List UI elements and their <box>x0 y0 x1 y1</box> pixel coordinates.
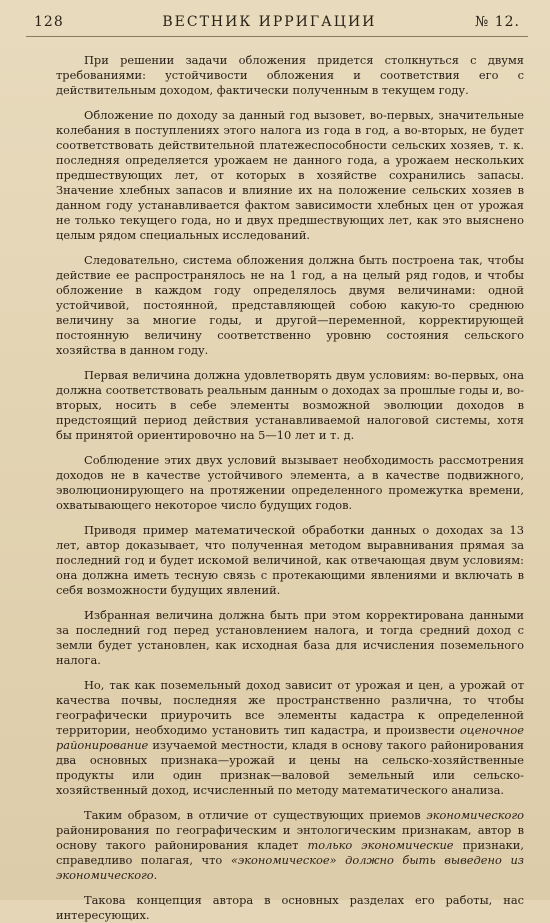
paragraph-2: Обложение по доходу за данный год вызовет, во-первых, значительные колебания в поступлениях этого налога из года в год, а во-вторых, не будет соответствовать действительной платежеспособности сельских хозяев, т. к. последняя определяется урожаем не данного года, а урожаем нескольких предшествующих лет, от которых в хозяйстве сохранились запасы. Значение хлебных запасов и влияние их на положение сельских хозяев в данном году устанавливается фактом зависимости хлебных цен от урожая не только текущего года, но и двух предшествующих лет, как это выяснено целым рядом специальных исследований. <box>56 108 524 242</box>
paragraph-3: Следовательно, система обложения должна быть построена так, чтобы действие ее распространялось не на 1 год, а на целый ряд годов, и чтобы обложение в каждом году определялось двумя величинами: одной устойчивой, постоянной, представляющей собою какую-то среднюю величину за многие годы, и другой—переменной, корректирующей постоянную величину соответственно уровню состояния сельского хозяйства в данном году. <box>56 253 524 357</box>
paragraph-8-text-a: Но, так как поземельный доход зависит от урожая и цен, а урожай от качества почвы, последняя же пространственно различна, то чтобы географически приурочить все элементы кадастра к определенной территории, необходимо установить тип кадастра, и произвести <box>56 678 524 737</box>
page-number: 128 <box>34 14 64 30</box>
paragraph-8-italic: оценочное районирование <box>56 723 524 752</box>
paragraph-7: Избранная величина должна быть при этом корректирована данными за последний год перед установлением налога, и тогда средний доход с земли будет установлен, как исходная база для исчисления поземельного налога. <box>56 608 524 667</box>
paragraph-9-italic-1: экономического <box>426 808 524 822</box>
paragraph-9-italic-2: только экономические <box>307 838 454 852</box>
paragraph-9 <box>56 808 524 883</box>
paragraph-9-italic-3: «экономическое» должно быть выведено из экономического <box>56 853 524 882</box>
paragraph-9-text-d: . <box>153 868 158 882</box>
paragraph-6: Приводя пример математической обработки данных о доходах за 13 лет, автор доказывает, что полученная методом выравнивания прямая за последний год и будет искомой величиной, как отвечающая двум условиям: она должна иметь тесную связь с протекающими явлениями и включать в себя возможности будущих явлений. <box>56 523 524 597</box>
paragraph-4: Первая величина должна удовлетворять двум условиям: во-первых, она должна соответствовать реальным данным о доходах за прошлые годы и, во-вторых, носить в себе элементы возможной эволюции доходов в предстоящий период действия устанавливаемой налоговой системы, хотя бы принятой ориентировочно на 5—10 лет и т. д. <box>56 368 524 442</box>
paragraph-8 <box>56 678 524 798</box>
article-body <box>26 53 528 923</box>
paragraph-5: Соблюдение этих двух условий вызывает необходимость рассмотрения доходов не в качестве устойчивого элемента, а в качестве подвижного, эволюционирующего на протяжении определенного промежутка времени, охватывающего некоторое число будущих годов. <box>56 453 524 512</box>
paragraph-1: При решении задачи обложения придется столкнуться с двумя требованиями: устойчивости обложения и соответствия его с действительным доходом, фактически полученным в текущем году. <box>56 53 524 97</box>
paragraph-9-text-b: районирования по географическим и энтологическим признакам, автор в основу такого районирования кладет <box>56 823 524 852</box>
paragraph-10: Такова концепция автора в основных разделах его работы, нас интересующих. <box>56 893 524 922</box>
journal-title: ВЕСТНИК ИРРИГАЦИИ <box>162 14 377 30</box>
page-header <box>26 14 528 37</box>
paragraph-8-text-b: изучаемой местности, кладя в основу такого районирования два основных признака—урожай и цены на сельско-хозяйственные продукты или один признак—валовой земельный или сельско-хозяйственный доход, исчисленный по методу математического анализа. <box>56 738 524 797</box>
paragraph-9-text-a: Таким образом, в отличие от существующих приемов <box>84 808 427 822</box>
issue-number: № 12. <box>475 14 520 30</box>
paragraph-9-text-c: признаки, справедливо полагая, что <box>56 838 524 867</box>
